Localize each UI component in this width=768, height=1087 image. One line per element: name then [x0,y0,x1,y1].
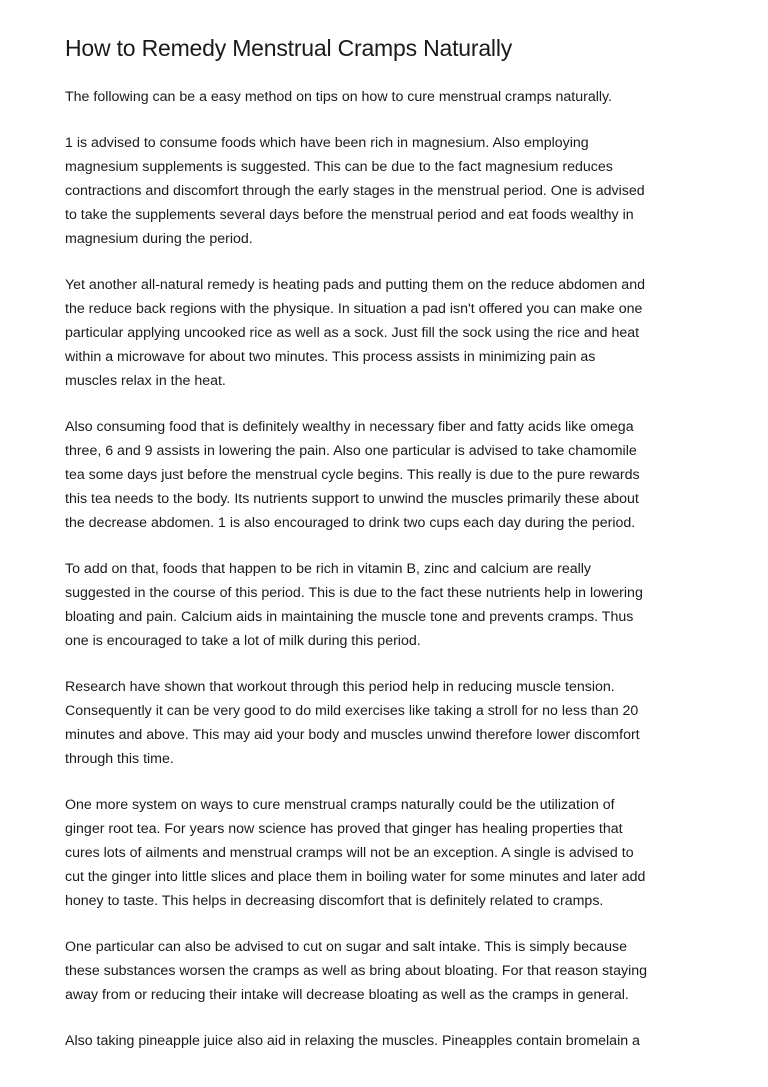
body-paragraph [65,1029,705,1053]
paragraph-line: Research have shown that workout through this period help in reducing muscle tension. [65,679,615,695]
paragraph-line: one is encouraged to take a lot of milk during this period. [65,633,421,649]
paragraph-line: three, 6 and 9 assists in lowering the pain. Also one particular is advised to take chamomile [65,443,637,459]
paragraph-line: 1 is advised to consume foods which have been rich in magnesium. Also employing [65,135,589,151]
paragraph-line: Consequently it can be very good to do mild exercises like taking a stroll for no less than 20 [65,703,639,719]
paragraph-line: the reduce back regions with the physique. In situation a pad isn't offered you can make one [65,301,643,317]
paragraph-line: ginger root tea. For years now science has proved that ginger has healing properties that [65,821,623,837]
paragraph-line: these substances worsen the cramps as well as bring about bloating. For that reason staying [65,963,648,979]
body-paragraph [65,557,705,653]
paragraph-line: cut the ginger into little slices and place them in boiling water for some minutes and later add [65,869,646,885]
paragraph-line: Yet another all-natural remedy is heating pads and putting them on the reduce abdomen and [65,277,645,293]
paragraph-line: Also taking pineapple juice also aid in relaxing the muscles. Pineapples contain bromelain a [65,1033,640,1049]
body-paragraph [65,675,705,771]
paragraph-line: honey to taste. This helps in decreasing discomfort that is definitely related to cramps. [65,893,604,909]
body-paragraph [65,793,705,913]
paragraph-line: cures lots of ailments and menstrual cramps will not be an exception. A single is advised to [65,845,634,861]
paragraph-line: minutes and above. This may aid your body and muscles unwind therefore lower discomfort [65,727,640,743]
paragraph-line: to take the supplements several days before the menstrual period and eat foods wealthy in [65,207,634,223]
intro-paragraph: The following can be a easy method on tips on how to cure menstrual cramps naturally. [65,89,613,105]
paragraph-line: To add on that, foods that happen to be rich in vitamin B, zinc and calcium are really [65,561,592,577]
document-title: How to Remedy Menstrual Cramps Naturally [65,35,513,61]
paragraph-line: contractions and discomfort through the early stages in the menstrual period. One is advised [65,183,645,199]
paragraph-line: Also consuming food that is definitely wealthy in necessary fiber and fatty acids like omega [65,419,634,435]
body-paragraph [65,935,705,1007]
paragraph-line: One more system on ways to cure menstrual cramps naturally could be the utilization of [65,797,615,813]
paragraph-line: within a microwave for about two minutes. This process assists in minimizing pain as [65,349,596,365]
paragraph-line: tea some days just before the menstrual cycle begins. This really is due to the pure rewards [65,467,640,483]
body-paragraph [65,273,705,393]
paragraph-line: suggested in the course of this period. This is due to the fact these nutrients help in lowering [65,585,643,601]
paragraph-line: the decrease abdomen. 1 is also encouraged to drink two cups each day during the period. [65,515,636,531]
body-paragraph [65,415,705,535]
body-paragraphs [65,131,705,1053]
paragraph-line: magnesium supplements is suggested. This can be due to the fact magnesium reduces [65,159,613,175]
paragraph-line: through this time. [65,751,174,767]
paragraph-line: bloating and pain. Calcium aids in maintaining the muscle tone and prevents cramps. Thus [65,609,634,625]
paragraph-line: One particular can also be advised to cut on sugar and salt intake. This is simply because [65,939,628,955]
paragraph-line: away from or reducing their intake will decrease bloating as well as the cramps in general. [65,987,629,1003]
paragraph-line: muscles relax in the heat. [65,373,226,389]
paragraph-line: particular applying uncooked rice as well as a sock. Just fill the sock using the rice and heat [65,325,640,341]
document-page [65,32,705,1053]
paragraph-line: magnesium during the period. [65,231,253,247]
body-paragraph [65,131,705,251]
paragraph-line: this tea needs to the body. Its nutrients support to unwind the muscles primarily these about [65,491,639,507]
